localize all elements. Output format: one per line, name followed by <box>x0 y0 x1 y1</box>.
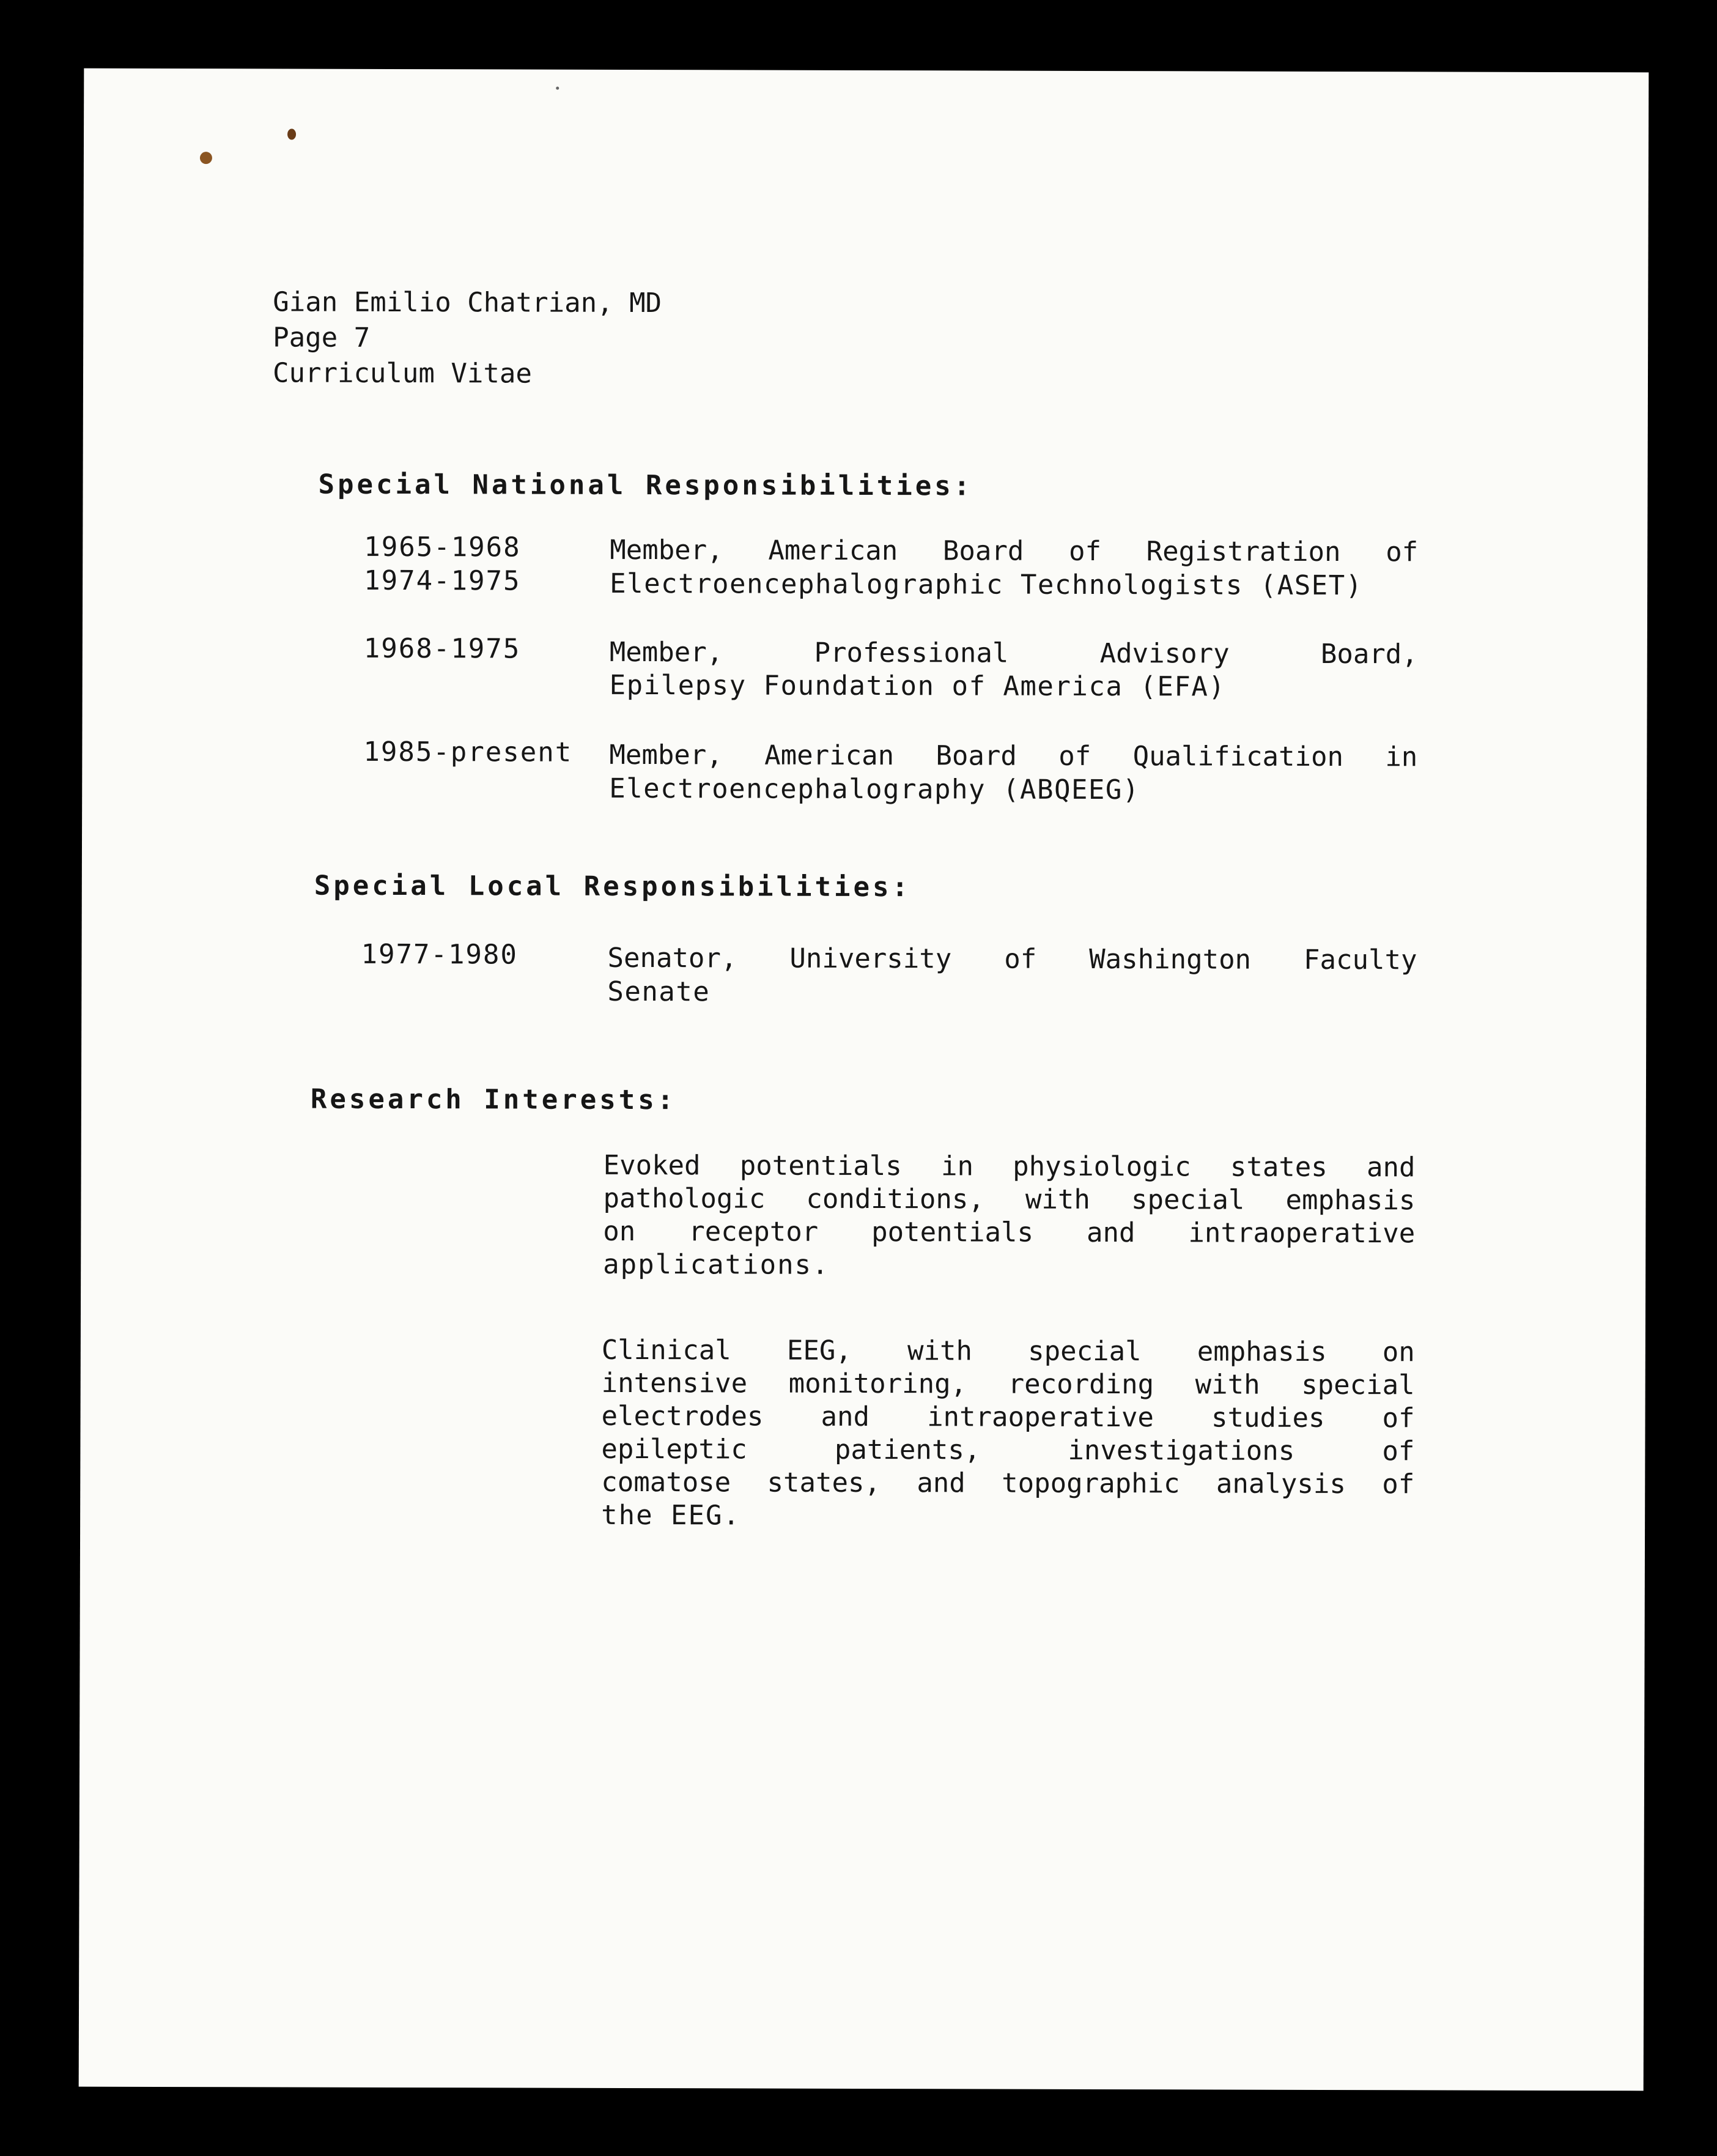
research-paragraph-line: the EEG. <box>601 1499 741 1532</box>
word: and <box>821 1401 870 1433</box>
entry-years: 1965-1968 <box>364 531 521 563</box>
research-paragraph-line: applications. <box>603 1248 830 1281</box>
word: special <box>1028 1335 1142 1368</box>
word: conditions, <box>806 1183 984 1215</box>
word: Washington <box>1089 943 1252 976</box>
document-title: Curriculum Vitae <box>272 357 532 390</box>
word: comatose <box>601 1466 731 1498</box>
research-paragraph-line <box>603 1182 1416 1217</box>
research-paragraph-line <box>603 1215 1416 1250</box>
word: potentials <box>871 1217 1034 1248</box>
word: recording <box>1008 1368 1154 1401</box>
word: studies <box>1211 1402 1325 1434</box>
word: Member, <box>609 739 723 771</box>
word: and <box>1086 1217 1135 1249</box>
word: special <box>1131 1184 1245 1216</box>
word: Board, <box>1320 638 1418 670</box>
word: and <box>1367 1152 1416 1184</box>
word: intraoperative <box>1188 1217 1416 1250</box>
word: on <box>1382 1336 1415 1368</box>
word: Senator, <box>607 942 737 974</box>
word: University <box>789 943 952 975</box>
research-paragraph-line <box>601 1334 1415 1368</box>
word: with <box>1195 1369 1260 1401</box>
word: analysis <box>1216 1468 1346 1500</box>
paper-stain <box>287 129 296 140</box>
word: states <box>1230 1151 1327 1183</box>
word: of <box>1382 1402 1415 1434</box>
word: special <box>1301 1369 1415 1401</box>
word: EEG, <box>786 1335 852 1366</box>
entry-description-line <box>609 636 1418 670</box>
research-paragraph-line <box>601 1433 1415 1467</box>
word: in <box>940 1150 974 1182</box>
research-paragraph-line <box>601 1367 1415 1401</box>
entry-description-line <box>607 942 1417 976</box>
research-paragraph-line <box>601 1466 1415 1500</box>
word: of <box>1382 1435 1415 1467</box>
word: Faculty <box>1303 944 1417 976</box>
word: receptor <box>689 1216 819 1248</box>
word: with <box>907 1335 973 1367</box>
paper-mark <box>556 87 559 90</box>
word: Member, <box>609 636 723 669</box>
entry-description-line: Senate <box>607 976 711 1008</box>
author-name: Gian Emilio Chatrian, MD <box>273 286 662 319</box>
word: Registration <box>1146 536 1341 568</box>
word: monitoring, <box>788 1368 967 1400</box>
word: with <box>1025 1184 1090 1215</box>
word: American <box>764 739 895 772</box>
word: epileptic <box>601 1433 747 1465</box>
word: and <box>917 1467 966 1499</box>
research-paragraph-line <box>603 1149 1416 1184</box>
word: emphasis <box>1197 1336 1327 1368</box>
word: of <box>1386 536 1419 568</box>
word: intraoperative <box>927 1401 1154 1434</box>
word: electrodes <box>601 1400 764 1432</box>
entry-years: 1974-1975 <box>364 565 521 597</box>
research-paragraph-line <box>601 1400 1415 1434</box>
word: of <box>1058 740 1091 772</box>
word: of <box>1068 535 1102 568</box>
entry-description-line: Epilepsy Foundation of America (EFA) <box>609 669 1226 703</box>
word: physiologic <box>1013 1150 1191 1183</box>
entry-years: 1977-1980 <box>361 938 519 971</box>
entry-description-line <box>609 739 1418 773</box>
word: Professional <box>814 637 1009 669</box>
word: of <box>1382 1469 1415 1500</box>
word: of <box>1004 943 1037 975</box>
word: American <box>768 535 898 567</box>
section-heading-national: Special National Responsibilities: <box>318 469 973 502</box>
document-page <box>79 69 1649 2091</box>
page-number: Page 7 <box>273 322 371 354</box>
word: Board <box>942 535 1024 567</box>
entry-description-line <box>610 534 1419 568</box>
word: patients, <box>834 1434 981 1466</box>
section-heading-local: Special Local Responsibilities: <box>314 870 912 903</box>
word: in <box>1385 741 1418 773</box>
section-heading-research: Research Interests: <box>310 1083 677 1116</box>
entry-years: 1985-present <box>363 736 573 768</box>
word: topographic <box>1002 1467 1180 1500</box>
word: potentials <box>739 1150 902 1182</box>
word: states, <box>767 1467 881 1499</box>
entry-description-line: Electroencephalography (ABQEEG) <box>609 772 1140 806</box>
word: pathologic <box>603 1182 766 1215</box>
word: Clinical <box>601 1334 731 1366</box>
word: Evoked <box>603 1149 701 1182</box>
word: Qualification <box>1132 741 1344 773</box>
word: emphasis <box>1285 1184 1416 1217</box>
entry-description-line: Electroencephalographic Technologists (ASET) <box>610 568 1363 602</box>
word: on <box>603 1215 636 1248</box>
entry-years: 1968-1975 <box>363 632 521 665</box>
word: Advisory <box>1099 638 1230 670</box>
word: Board <box>936 740 1017 772</box>
word: investigations <box>1068 1434 1295 1467</box>
paper-stain <box>200 152 212 164</box>
word: Member, <box>610 534 723 566</box>
word: intensive <box>601 1367 748 1399</box>
